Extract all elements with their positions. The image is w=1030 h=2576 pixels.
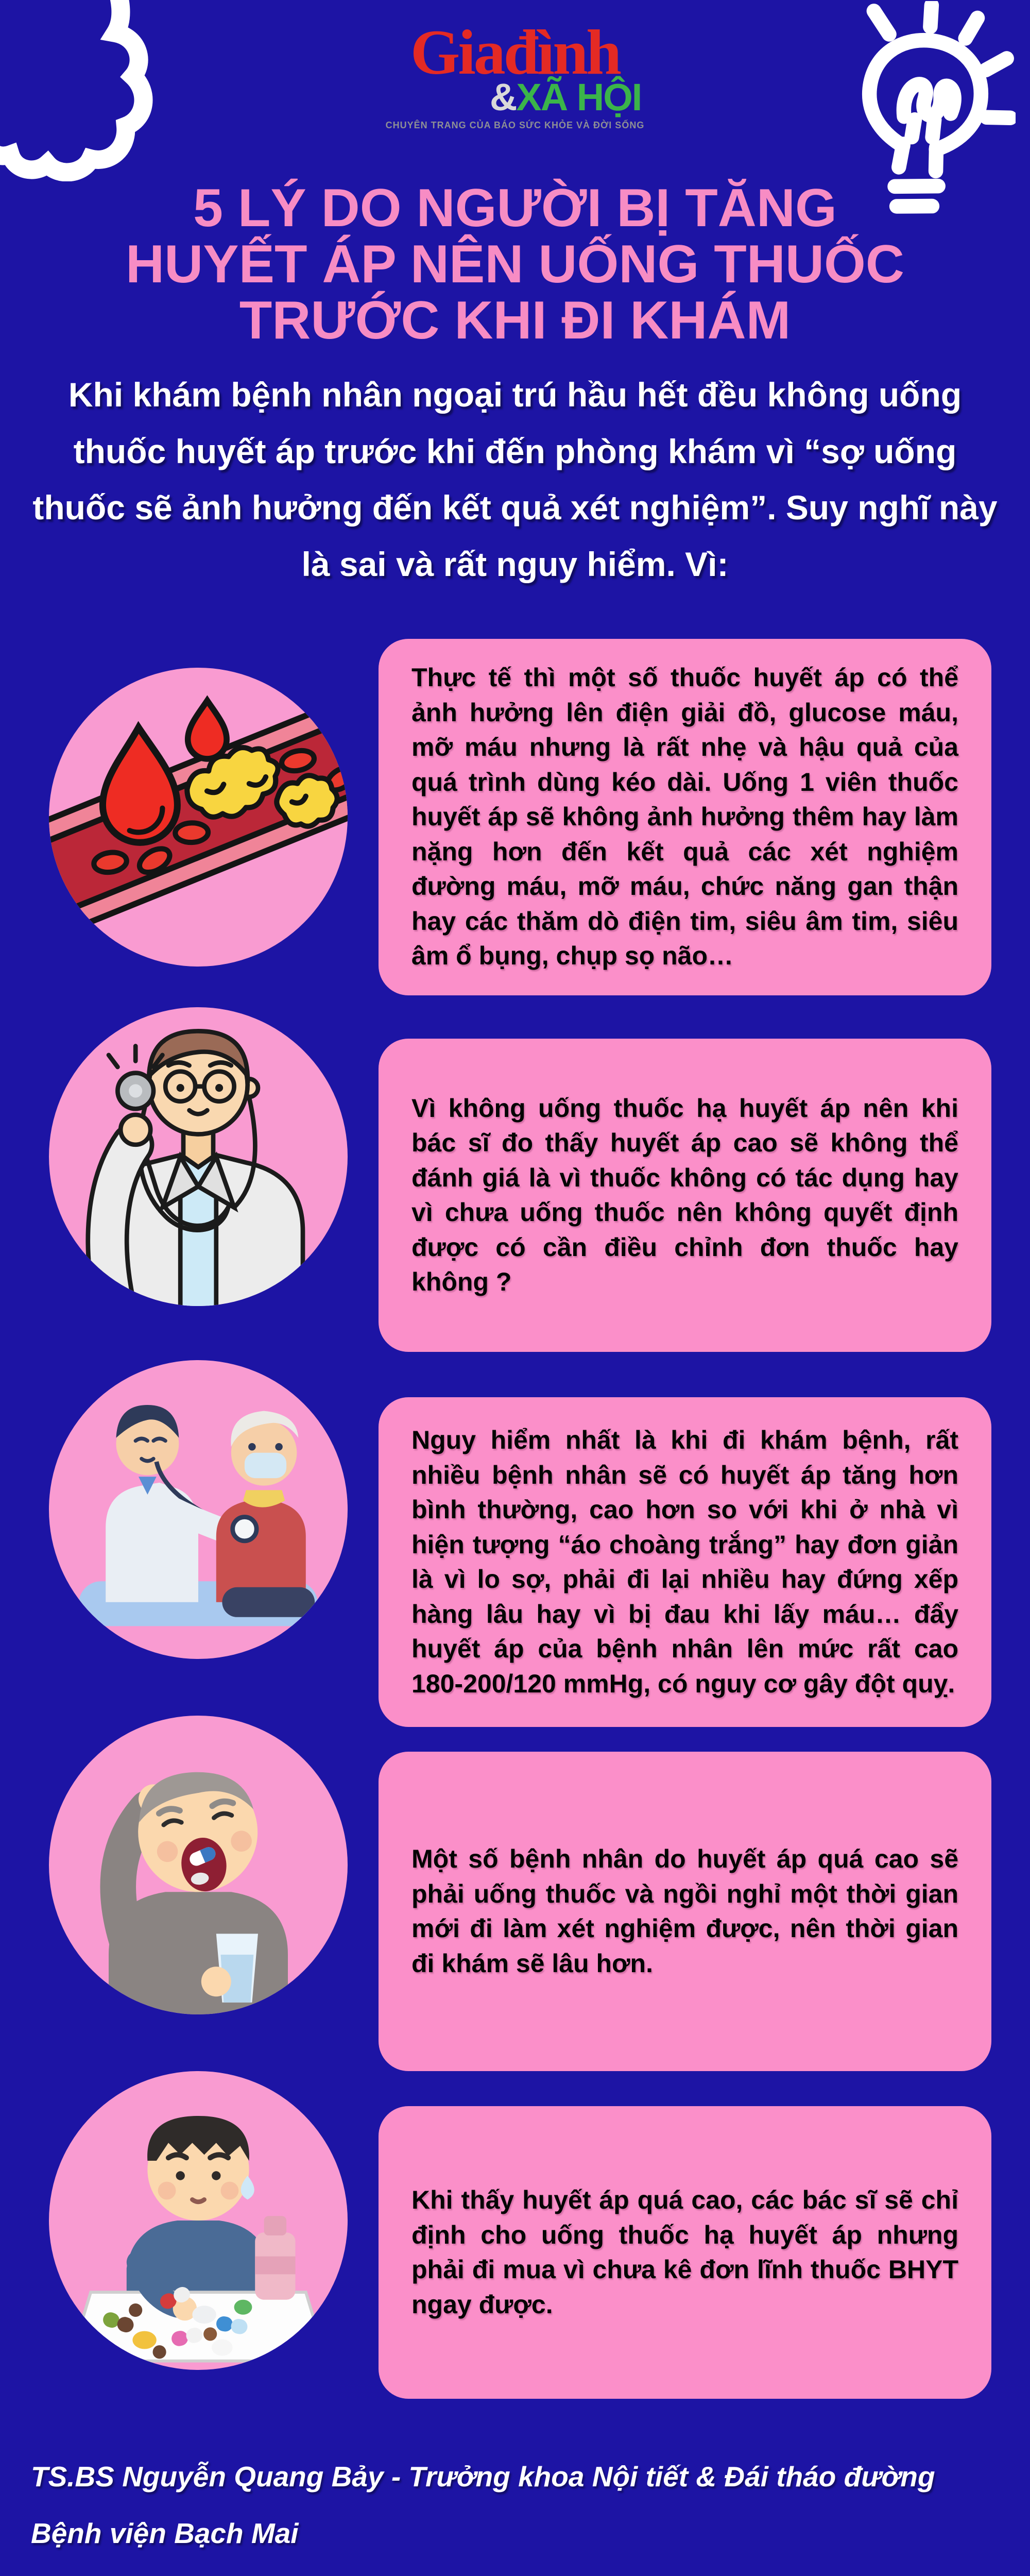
reason-2-illustration-circle [49,1007,348,1306]
cloud-outline-icon [0,0,168,181]
reason-1-text: Thực tế thì một số thuốc huyết áp có thể ảnh hưởng lên điện giải đồ, glucose máu, mỡ máu nhưng là rất nhẹ và hậu quả của quá trình dùng kéo dài. Uống 1 viên thuốc huyết áp sẽ không ảnh hưởng thêm hay làm nặng hơn đến kết quả các xét nghiệm đường máu, mỡ máu, chức năng gan thận hay các thăm dò điện tim, siêu âm tim, siêu âm ổ bụng, chụp sọ não… [411,663,958,971]
reason-5-box [379,2106,991,2399]
title-line-1: 5 LÝ DO NGƯỜI BỊ TĂNG [193,178,837,238]
reason-4-illustration-circle [49,1716,348,2014]
reason-5-illustration-circle [49,2071,348,2370]
masthead-logo [385,17,645,130]
doctor-stethoscope-illustration [49,1007,348,1306]
reason-1-illustration-circle [49,668,348,967]
reason-3-illustration-circle [49,1360,348,1659]
title-line-2: HUYẾT ÁP NÊN UỐNG THUỐC [126,234,904,295]
doctor-examining-patient-illustration [49,1360,348,1659]
footer-hospital: Bệnh viện Bạch Mai [31,2517,299,2549]
reason-3-box [379,1397,991,1727]
page-title [0,180,1030,349]
man-taking-medicine-illustration [49,1716,348,2014]
reason-1-box [379,639,991,995]
reason-2-box [379,1039,991,1352]
reason-2-text: Vì không uống thuốc hạ huyết áp nên khi bác sĩ đo thấy huyết áp cao sẽ không thể đánh giá là vì thuốc không có tác dụng hay vì chưa uống thuốc nên không quyết định được có cần điều chỉnh đơn thuốc hay không ? [411,1093,958,1296]
footer-credit [31,2448,935,2562]
logo-brand-top: Giađình [410,17,620,88]
reason-3-text: Nguy hiểm nhất là khi đi khám bệnh, rất nhiều bệnh nhân sẽ có huyết áp tăng hơn bình thường, cao hơn so với khi ở nhà vì hiện tượng “áo choàng trắng” hay đơn giản là vì lo sợ, phải đi lại nhiều hay đứng xếp hàng lâu hay vì bị đau khi lấy máu… đẩy huyết áp của bệnh nhân lên mức rất cao 180-200/120 mmHg, có nguy cơ gây đột quỵ. [411,1426,958,1698]
reason-5-text: Khi thấy huyết áp quá cao, các bác sĩ sẽ chỉ định cho uống thuốc hạ huyết áp nhưng phải đi mua vì chưa kê đơn lĩnh thuốc BHYT ngay được. [411,2185,958,2319]
intro-paragraph: Khi khám bệnh nhân ngoại trú hầu hết đều không uống thuốc huyết áp trước khi đến phòng khám vì “sợ uống thuốc sẽ ảnh hưởng đến kết quả xét nghiệm”. Suy nghĩ này là sai và rất nguy hiểm. Vì: [32,376,998,583]
reason-4-box [379,1752,991,2071]
logo-ampersand: & [489,76,517,118]
logo-brand-bottom: XÃ HỘI [516,76,642,118]
footer-author: TS.BS Nguyễn Quang Bảy - Trưởng khoa Nội tiết & Đái tháo đường [31,2461,935,2493]
blood-vessel-cholesterol-illustration [49,668,348,967]
reason-4-text: Một số bệnh nhân do huyết áp quá cao sẽ phải uống thuốc và ngồi nghỉ một thời gian mới đi làm xét nghiệm được, nên thời gian đi khám sẽ lâu hơn. [411,1844,958,1978]
man-choosing-pills-illustration [49,2071,348,2370]
logo-tagline: CHUYÊN TRANG CỦA BÁO SỨC KHỎE VÀ ĐỜI SỐNG [385,120,645,130]
title-line-3: TRƯỚC KHI ĐI KHÁM [239,291,791,351]
